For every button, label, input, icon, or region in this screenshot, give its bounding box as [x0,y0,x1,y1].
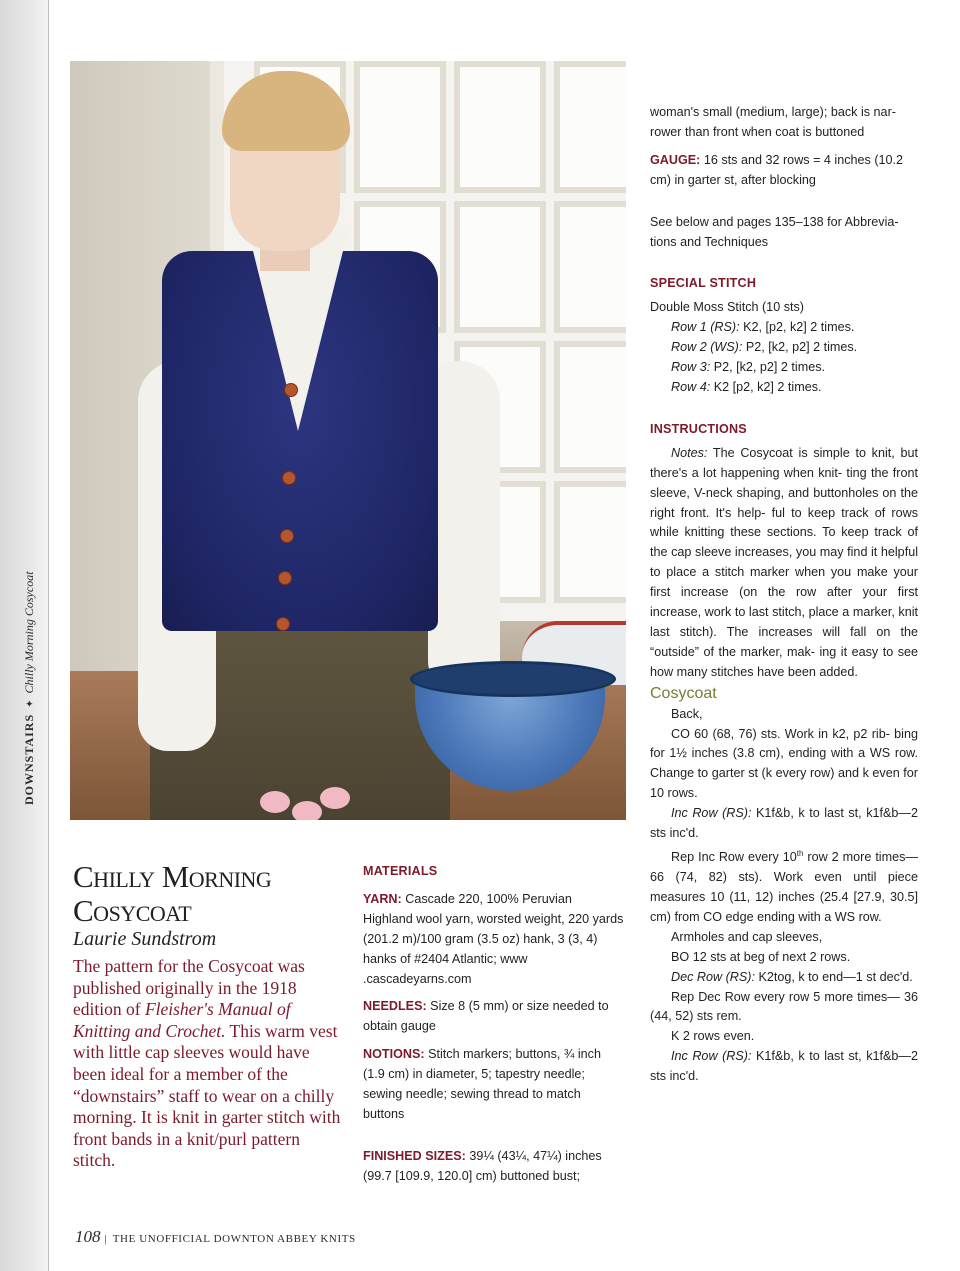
pattern-title [73,860,353,928]
instructions-column [650,103,918,1087]
inc-row-2-text: K1f&b, k to last st, k1f&b—2 sts inc'd. [650,1049,919,1084]
notions-label: NOTIONS: [363,1047,425,1062]
dec-row-paragraph [650,968,918,988]
rep-inc-paragraph [650,844,918,928]
row-3-text: P2, [k2, p2] 2 times. [710,360,825,375]
row-1-label: Row 1 (RS): [671,320,740,335]
pattern-title-line1: Chilly Morning [73,859,272,894]
button-icon [276,617,290,631]
yarn-spec [363,890,625,990]
inc-row-paragraph [650,804,918,844]
pattern-title-line2: Cosycoat [73,893,192,928]
dec-row-text: K2tog, k to end—1 st dec'd. [754,969,913,984]
button-icon [282,471,296,485]
gauge-text: 16 sts and 32 rows = 4 inches (10.2 cm) in garter st, after blocking [650,152,904,187]
running-head-section: DOWNSTAIRS [22,713,36,805]
flower-icon [260,791,290,813]
back-heading: Back, [671,706,703,721]
row-4-label: Row 4: [671,379,711,394]
bo-paragraph: BO 12 sts at beg of next 2 rows. [671,949,851,964]
running-head-title: Chilly Morning Cosycoat [22,571,36,694]
needles-text: Size 8 (5 mm) or size needed to obtain gauge [363,999,609,1034]
inc-row-2-paragraph [650,1047,918,1087]
needles-spec [363,997,625,1037]
notions-spec [363,1045,625,1125]
see-below-note: See below and pages 135–138 for Abbrevia- tions and Techniques [650,214,899,249]
instructions-heading: INSTRUCTIONS [650,421,747,436]
notes-paragraph [650,444,918,683]
rep-inc-sup: th [796,849,804,858]
photo-model-vest-icon [70,61,626,820]
materials-column [363,862,625,1195]
footer-separator: | [104,1233,107,1245]
gauge-spec [650,151,918,191]
flower-icon [320,787,350,809]
gauge-label: GAUGE: [650,152,701,167]
row-2-text: P2, [k2, p2] 2 times. [742,340,858,355]
rep-dec-paragraph: Rep Dec Row every row 5 more times— 36 (44, 52) sts rem. [650,989,918,1024]
finished-sizes-spec [363,1147,625,1187]
row-1 [650,318,918,338]
sizes-label: FINISHED SIZES: [363,1148,466,1163]
button-icon [284,383,298,397]
intro-paragraph [73,956,345,1172]
yarn-label: YARN: [363,891,402,906]
notes-label: Notes: [671,445,708,460]
row-1-text: K2, [p2, k2] 2 times. [739,320,855,335]
page-number: 108 [75,1227,101,1246]
intro-book-title: Fleisher's Manual of Knitting and Crochet. [73,999,291,1041]
intro-part1: The pattern for the Cosycoat was published originally in the 1918 edition of [73,956,305,1020]
page-footer [75,1227,356,1247]
row-3 [650,358,918,378]
row-2-label: Row 2 (WS): [671,340,743,355]
flower-icon [292,801,322,820]
dec-row-label: Dec Row (RS): [671,969,755,984]
bowl-rim-shape [410,661,616,697]
row-4-text: K2 [p2, k2] 2 times. [710,379,822,394]
cosycoat-heading: Cosycoat [650,684,717,702]
special-stitch-heading: SPECIAL STITCH [650,276,757,291]
row-2 [650,338,918,358]
designer-name: Laurie Sundstrom [73,928,217,950]
sizes-text: 39¼ (43¼, 47¼) inches (99.7 [109.9, 120.0] cm) buttoned bust; [363,1148,602,1183]
diamond-icon: ✦ [25,699,36,708]
sizes-continued: woman's small (medium, large); back is nar- rower than front when coat is buttoned [650,105,896,139]
button-icon [280,529,294,543]
rep-inc-b: row 2 more times—66 (74, 82) sts). Work even until piece measures 10 (11, 12) inches (25.4 [27.9, 30.5] cm) from CO edge ending with a WS row. [650,850,918,924]
row-4 [650,378,918,398]
rep-inc-a: Rep Inc Row every 10 [671,850,797,865]
needles-label: NEEDLES: [363,999,427,1014]
materials-heading: MATERIALS [363,864,438,878]
book-title: THE UNOFFICIAL DOWNTON ABBEY KNITS [112,1233,356,1245]
notes-text: The Cosycoat is simple to knit, but there's a lot happening when knit- ting the front sleeve, V-neck shaping, and buttonholes on the right front. It's help- ful to keep track of rows while knitting these sections. To keep track of the cap sleeve increases, you may find it helpful to place a stitch marker when you make your first increase (on the row after your first increase, work to last stitch, place a marker, knit last stitch). The increases will fall on the “outside” of the marker, mak- ing it easy to see how many stitches have been added. [650,445,918,679]
running-head [22,571,37,805]
armholes-heading: Armholes and cap sleeves, [671,929,823,944]
back-paragraph: CO 60 (68, 76) sts. Work in k2, p2 rib- bing for 1½ inches (3.8 cm), ending with a WS row. Change to garter st (k every row) and k even for 10 rows. [650,726,918,801]
k2rows-paragraph: K 2 rows even. [671,1029,755,1044]
inc-row-text: K1f&b, k to last st, k1f&b—2 sts inc'd. [650,806,919,841]
inc-row-2-label: Inc Row (RS): [671,1049,752,1064]
row-3-label: Row 3: [671,360,711,375]
intro-part2: This warm vest with little cap sleeves would have been ideal for a member of the “downstairs” staff to wear on a chilly morning. It is knit in garter stitch with front bands in a knit/purl pattern stitch. [73,1020,341,1171]
special-stitch-name: Double Moss Stitch (10 sts) [650,300,804,315]
sleeve-shape [428,361,500,691]
button-icon [278,571,292,585]
page-gutter [0,0,49,1271]
yarn-text: Cascade 220, 100% Peruvian Highland wool yarn, worsted weight, 220 yards (201.2 m)/100 gram (3.5 oz) hank, 3 (3, 4) hanks of #2404 Atlantic; www .cascadeyarns.com [363,891,624,986]
notions-text: Stitch markers; buttons, ¾ inch (1.9 cm) in diameter, 5; tapestry needle; sewing needle; sewing thread to match buttons [363,1047,601,1121]
inc-row-label: Inc Row (RS): [671,806,752,821]
